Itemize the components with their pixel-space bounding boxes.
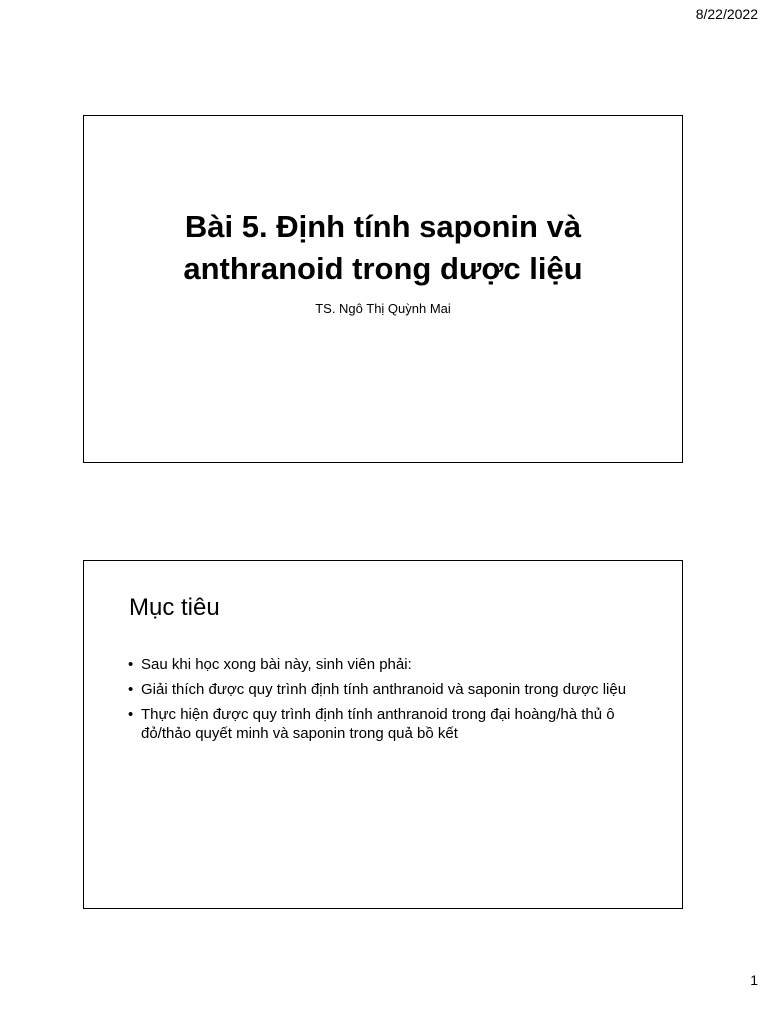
bullet-icon: • — [128, 706, 134, 723]
slide-title-line-1: Bài 5. Định tính saponin và — [184, 209, 582, 244]
slide-title-line-2: anthranoid trong dược liệu — [183, 251, 583, 286]
list-item — [128, 705, 648, 743]
objectives-heading: Mục tiêu — [129, 594, 220, 621]
title-slide — [83, 115, 683, 463]
list-item — [128, 655, 648, 674]
objectives-list — [128, 655, 648, 749]
bullet-icon: • — [128, 656, 134, 673]
page-number: 1 — [750, 972, 758, 988]
slide-author: TS. Ngô Thị Quỳnh Mai — [315, 301, 451, 316]
slide-title — [84, 206, 682, 290]
list-item-text: Thực hiện được quy trình định tính anthranoid trong đại hoàng/hà thủ ô đỏ/thảo quyết minh và saponin trong quả bồ kết — [141, 706, 615, 742]
page-date: 8/22/2022 — [695, 6, 758, 22]
objectives-slide — [83, 560, 683, 909]
bullet-icon: • — [128, 681, 134, 698]
list-item-text: Giải thích được quy trình định tính anthranoid và saponin trong dược liệu — [141, 681, 627, 698]
list-item-text: Sau khi học xong bài này, sinh viên phải: — [141, 656, 412, 673]
list-item — [128, 680, 648, 699]
